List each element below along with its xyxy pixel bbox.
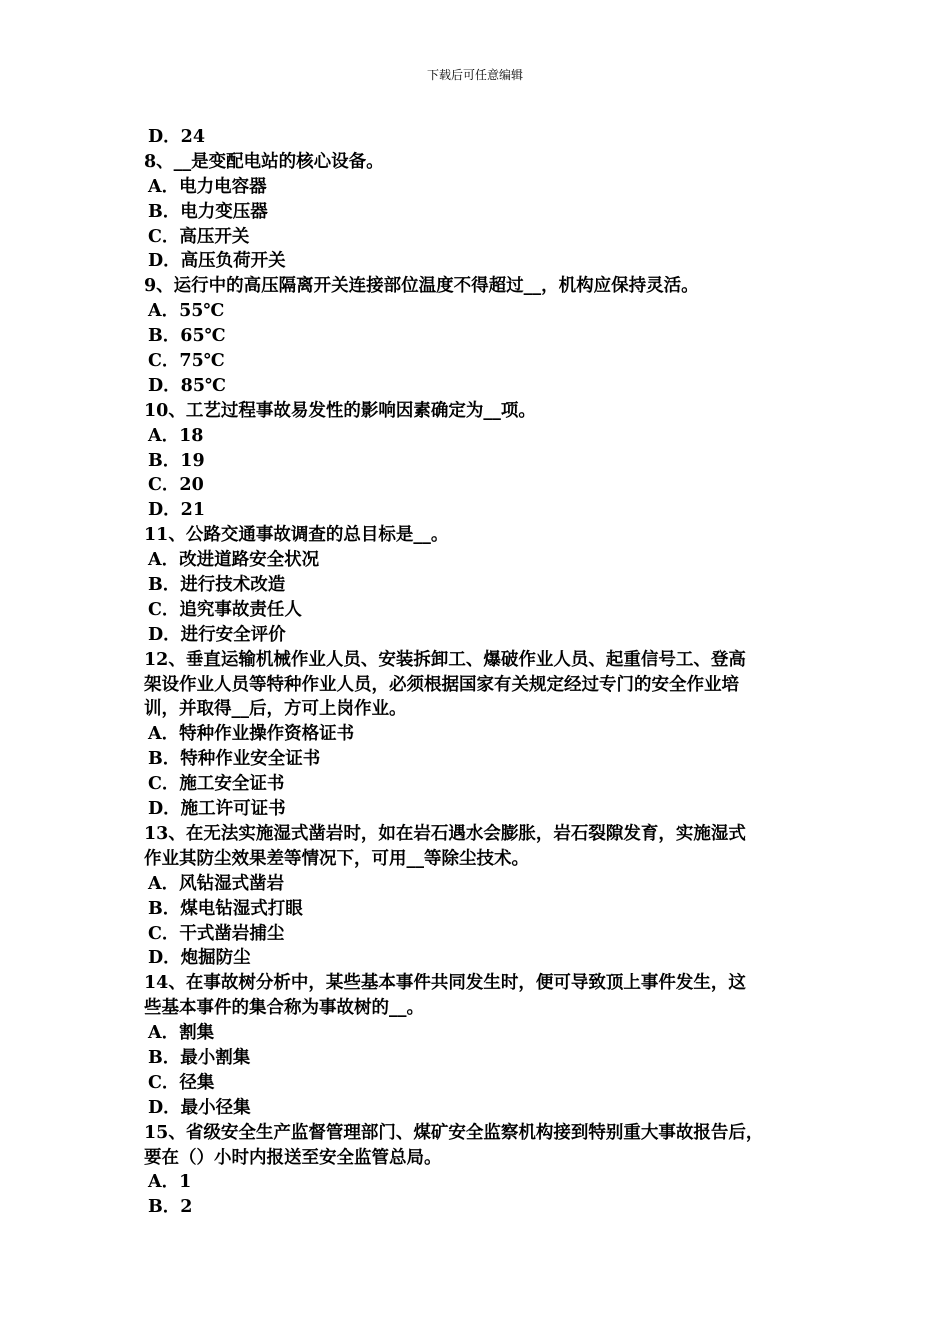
option-line: B．最小割集	[148, 1047, 251, 1068]
option-line: A．割集	[148, 1023, 215, 1044]
option-line: D．高压负荷开关	[148, 251, 286, 272]
question-14-line-2: 些基本事件的集合称为事故树的__。	[144, 998, 424, 1019]
option-line: A．18	[148, 425, 204, 446]
option-line: C．高压开关	[148, 226, 250, 247]
option-line: B．65℃	[148, 326, 226, 347]
option-line: A．1	[148, 1172, 192, 1193]
question-12-line-3: 训，并取得__后，方可上岗作业。	[144, 699, 407, 720]
page-header: 下载后可任意编辑	[426, 68, 523, 82]
option-line: C．施工安全证书	[148, 774, 285, 795]
option-line: B．19	[148, 450, 205, 471]
option-line: B．2	[148, 1197, 193, 1218]
option-line: B．特种作业安全证书	[148, 749, 321, 770]
question-11: 11、公路交通事故调查的总目标是__。	[144, 525, 449, 546]
option-line: D．21	[148, 500, 206, 521]
question-8: 8、__是变配电站的核心设备。	[144, 151, 384, 172]
question-12-line-2: 架设作业人员等特种作业人员，必须根据国家有关规定经过专门的安全作业培	[144, 674, 739, 695]
option-line: A．电力电容器	[148, 176, 267, 197]
option-line: D．24	[148, 127, 206, 147]
question-9: 9、运行中的高压隔离开关连接部位温度不得超过__，机构应保持灵活。	[144, 276, 699, 297]
option-line: C．75℃	[148, 351, 225, 372]
option-line: A．55℃	[148, 301, 225, 322]
option-line: C．径集	[148, 1072, 215, 1093]
question-13-line-2: 作业其防尘效果差等情况下，可用__等除尘技术。	[144, 848, 529, 869]
question-10: 10、工艺过程事故易发性的影响因素确定为__项。	[144, 400, 536, 421]
document-body	[144, 125, 820, 1220]
option-line: C．追究事故责任人	[148, 599, 302, 620]
option-line: B．进行技术改造	[148, 575, 286, 596]
option-line: D．进行安全评价	[148, 624, 286, 645]
question-12-line-1: 12、垂直运输机械作业人员、安装拆卸工、爆破作业人员、起重信号工、登高	[144, 649, 746, 670]
question-15-line-1: 15、省级安全生产监督管理部门、煤矿安全监察机构接到特别重大事故报告后，	[144, 1122, 764, 1143]
option-line: A．风钻湿式凿岩	[148, 873, 285, 894]
option-line: A．改进道路安全状况	[148, 550, 320, 571]
option-line: D．最小径集	[148, 1097, 251, 1118]
question-15-line-2: 要在（）小时内报送至安全监管总局。	[144, 1147, 442, 1168]
option-line: C．干式凿岩捕尘	[148, 923, 285, 944]
option-line: C．20	[148, 475, 204, 496]
option-line: A．特种作业操作资格证书	[148, 724, 355, 745]
option-line: D．85℃	[148, 375, 226, 396]
question-13-line-1: 13、在无法实施湿式凿岩时，如在岩石遇水会膨胀，岩石裂隙发育，实施湿式	[144, 823, 746, 844]
option-line: B．煤电钻湿式打眼	[148, 898, 303, 919]
option-line: D．施工许可证书	[148, 799, 286, 820]
option-line: B．电力变压器	[148, 201, 268, 222]
option-line: D．炮掘防尘	[148, 948, 251, 969]
question-14-line-1: 14、在事故树分析中，某些基本事件共同发生时，便可导致顶上事件发生，这	[144, 973, 746, 994]
